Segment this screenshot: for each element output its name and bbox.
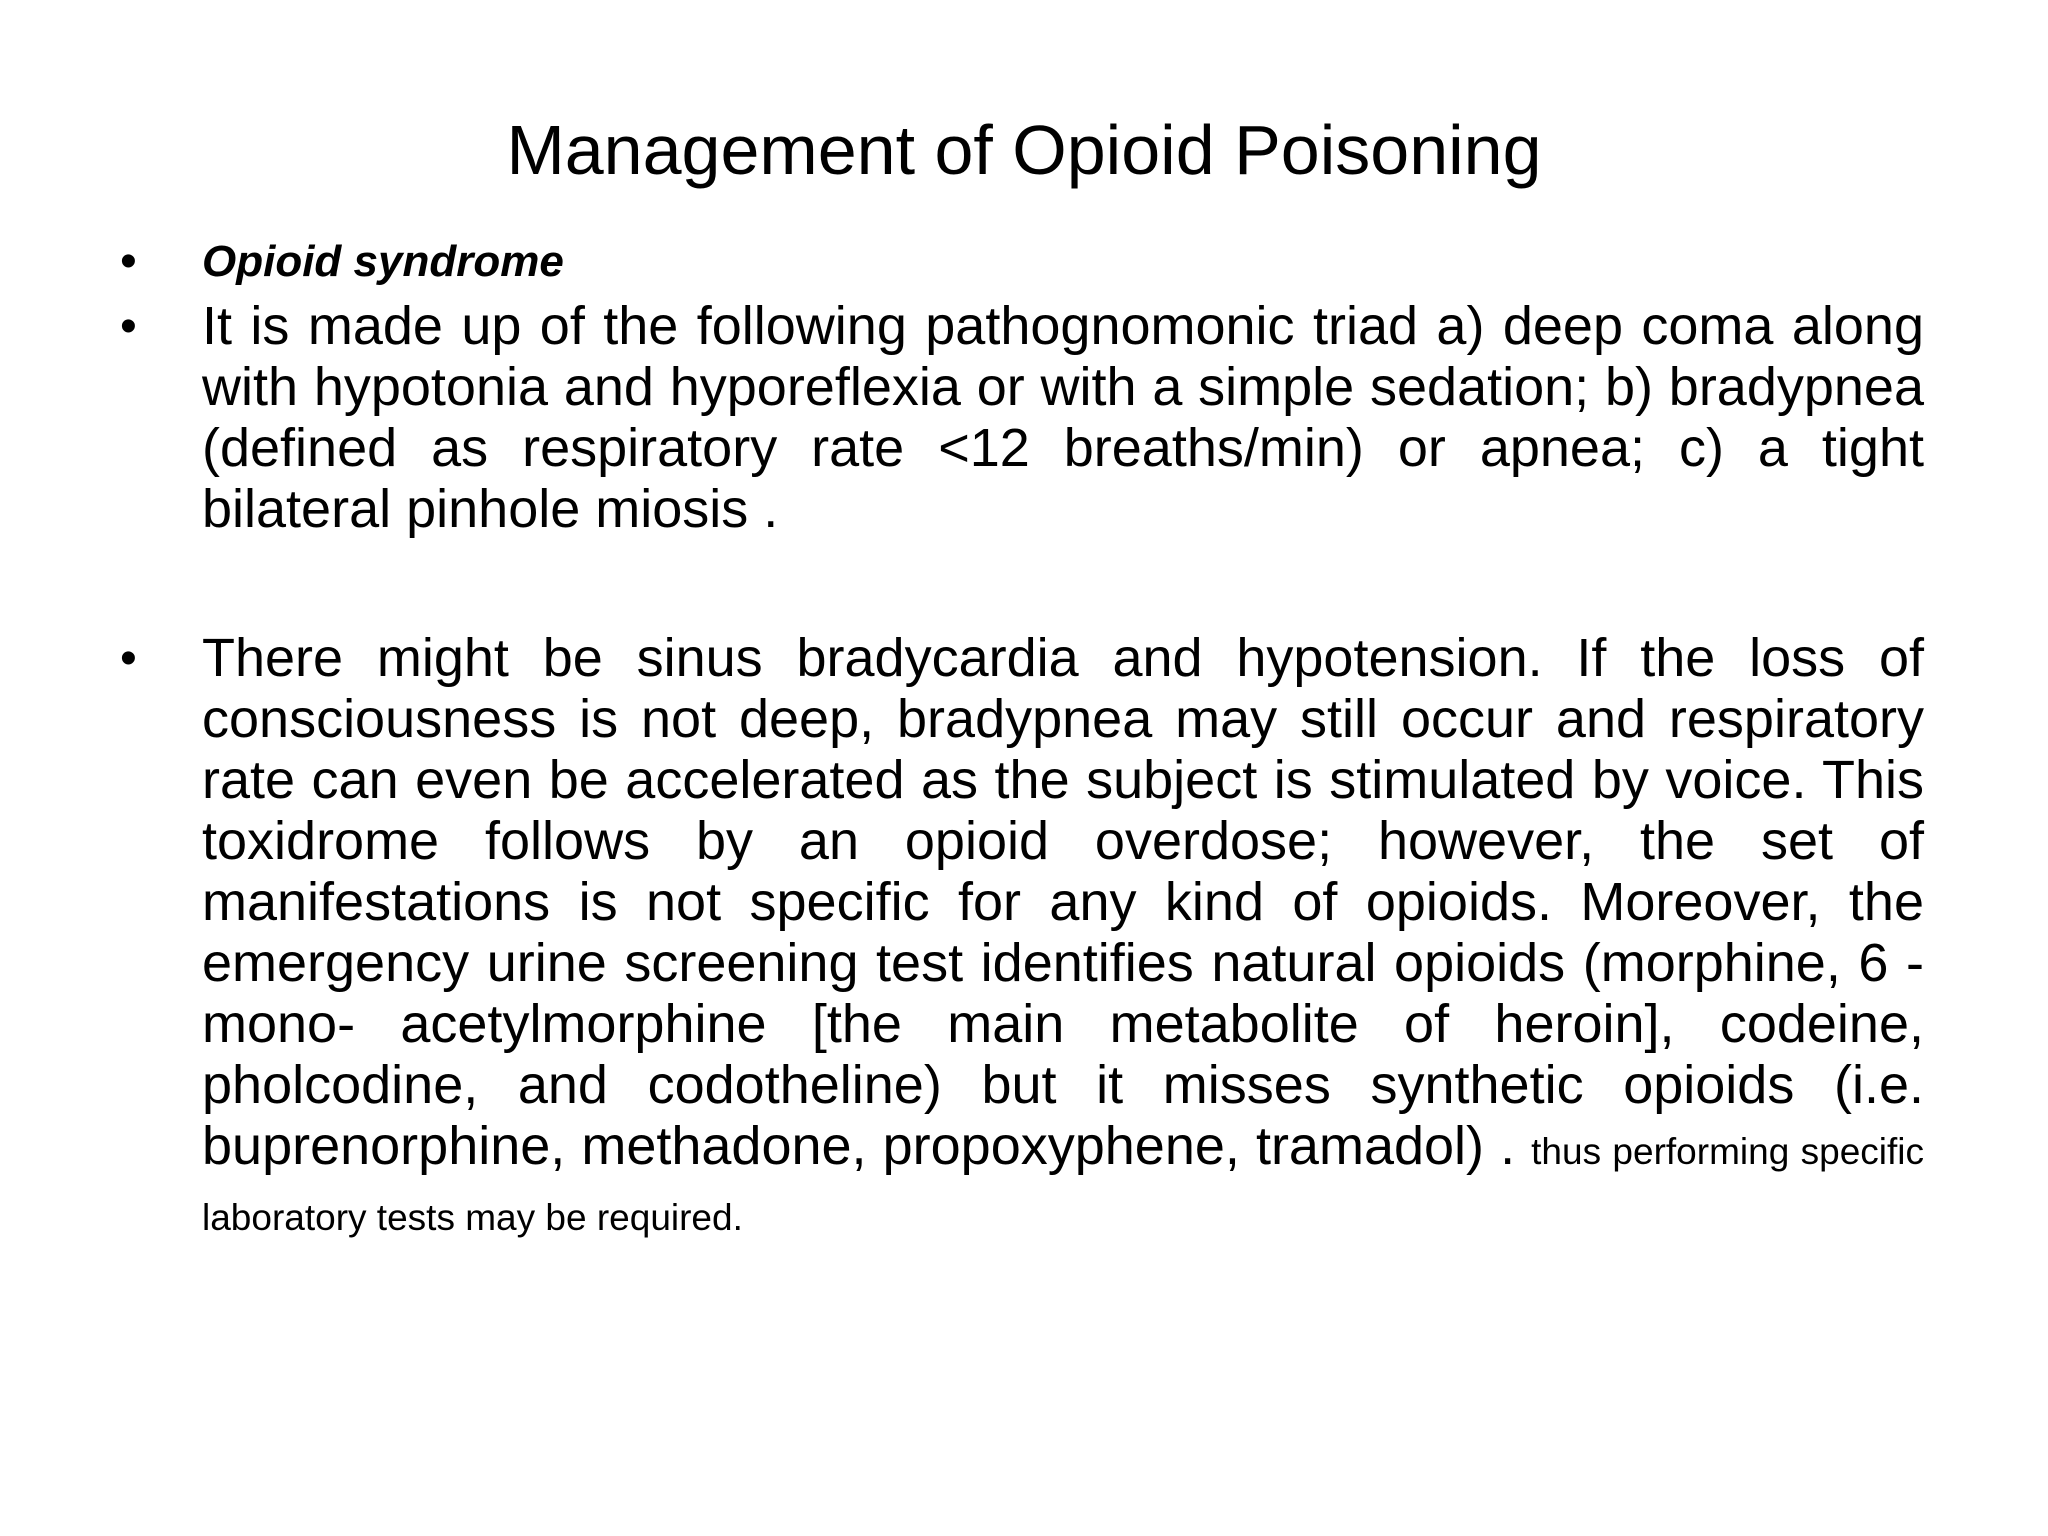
bullet-text-tail: thus performing specific laboratory tests may be required. xyxy=(202,1131,1924,1238)
bullet-dot-icon: • xyxy=(120,235,137,288)
bullet-text-toxidrome xyxy=(202,628,1924,1248)
slide-title: Management of Opioid Poisoning xyxy=(506,111,1542,189)
bullet-text-triad: It is made up of the following pathognomonic triad a) deep coma along with hypotonia and hyporeflexia or with a simple sedation; b) bradypnea (defined as respiratory rate <12 breaths/min) or apnea; c) a tight bilateral pinhole miosis . xyxy=(202,296,1924,539)
bullet-dot-icon: • xyxy=(120,300,137,353)
bullet-text-main: There might be sinus bradycardia and hypotension. If the loss of consciousness is not deep, bradypnea may still occur and respiratory rate can even be accelerated as the subject is stimulated by voice. This toxidrome follows by an opioid overdose; however, the set of manifestations is not specific for any kind of opioids. Moreover, the emergency urine screening test identifies natural opioids (morphine, 6 -mono- acetylmorphine [the main metabolite of heroin], codeine, pholcodine, and codotheline) but it misses synthetic opioids (i.e. buprenorphine, methadone, propoxyphene, tramadol) . xyxy=(202,628,1924,1176)
bullet-heading: Opioid syndrome xyxy=(202,237,564,286)
bullet-dot-icon: • xyxy=(120,632,137,685)
